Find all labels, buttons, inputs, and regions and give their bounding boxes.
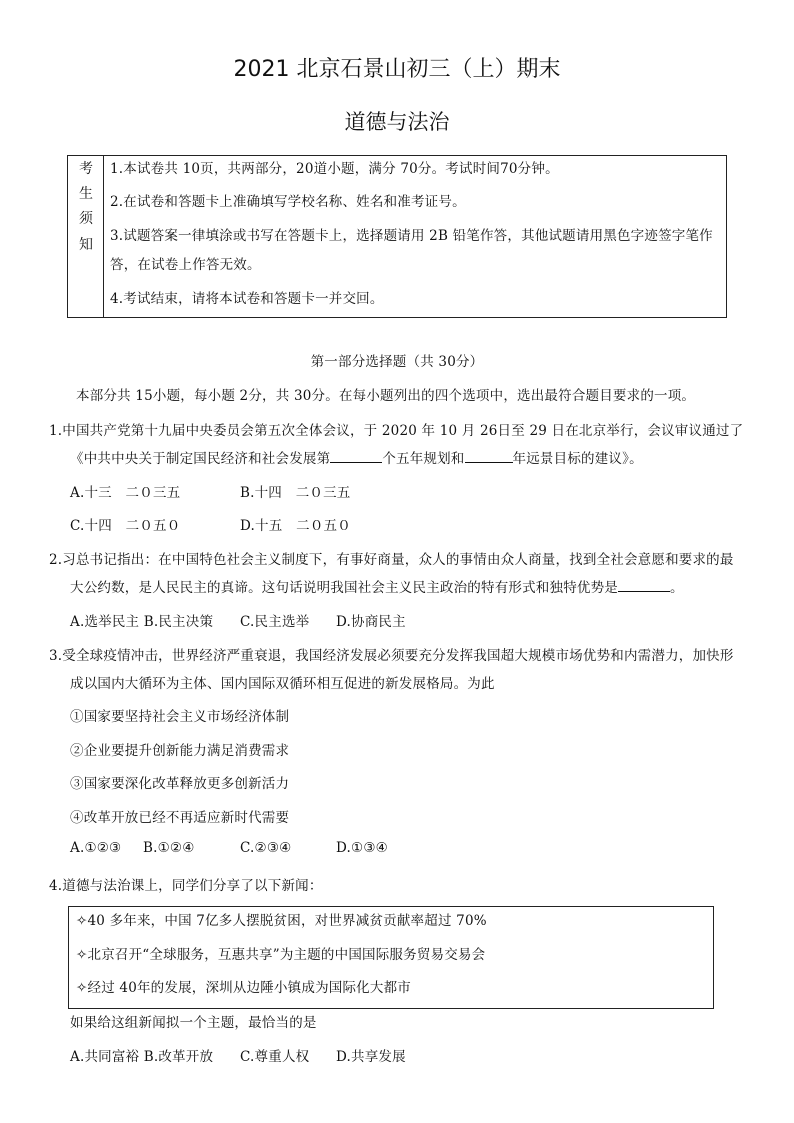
q2-option-c: C.民主选举 (240, 614, 310, 630)
news-item: ✧经过 40年的发展，深圳从边陲小镇成为国际化大都市 (76, 980, 411, 996)
notice-side-char: 知 (79, 237, 93, 253)
news-item: ✧40 多年来，中国 7亿多人摆脱贫困，对世界减贫贡献率超过 70% (76, 913, 487, 929)
answer-blank (618, 578, 670, 592)
q1-option-b: B.十四 二０三五 (240, 485, 351, 501)
notice-side-label (68, 156, 104, 317)
q4-option-d: D.共享发展 (336, 1049, 406, 1065)
answer-blank (330, 449, 382, 463)
notice-item: 4.考试结束，请将本试卷和答题卡一并交回。 (110, 291, 384, 307)
q2-option-ab: A.选举民主 B.民主决策 (70, 614, 214, 630)
q2-text-end: 。 (670, 580, 684, 596)
q4-option-ab: A.共同富裕 B.改革开放 (70, 1049, 214, 1065)
q2-stem: 2.习总书记指出：在中国特色社会主义制度下，有事好商量，众人的事情由众人商量，找到全社会意愿和要求的最 (49, 552, 734, 568)
q2-option-d: D.协商民主 (336, 614, 406, 630)
answer-blank (465, 449, 513, 463)
q4-stem: 4.道德与法治课上，同学们分享了以下新闻： (49, 878, 323, 894)
q1-option-c: C.十四 二０五０ (70, 518, 181, 534)
page-title: 2021 北京石景山初三（上）期末 (233, 57, 561, 82)
q2-stem-line2 (70, 576, 684, 596)
notice-item: 答，在试卷上作答无效。 (110, 257, 261, 273)
notice-side-char: 须 (79, 211, 93, 227)
part1-heading: 第一部分选择题（共 30分） (310, 354, 484, 370)
q3-stem-line2: 成以国内大循环为主体、国内国际双循环相互促进的新发展格局。为此 (70, 676, 495, 692)
q1-text-c: 年远景目标的建议》。 (512, 451, 643, 467)
subject-title: 道德与法治 (344, 110, 450, 134)
q3-option-a: A.①②③ (70, 840, 122, 856)
q3-option-b: B.①②④ (143, 840, 195, 856)
notice-item: 3.试题答案一律填涂或书写在答题卡上，选择题请用 2B 铅笔作答，其他试题请用黑色字迹签字笔作 (110, 228, 713, 244)
q3-statement: ③国家要深化改革释放更多创新活力 (70, 776, 290, 792)
q1-option-d: D.十五 二０五０ (240, 518, 351, 534)
notice-side-char: 生 (79, 186, 93, 202)
news-item: ✧北京召开“全球服务，互惠共享”为主题的中国国际服务贸易交易会 (76, 947, 486, 963)
notice-item: 1.本试卷共 10页，共两部分，20道小题，满分 70分。考试时间70分钟。 (110, 161, 559, 177)
q1-stem-line2 (70, 447, 643, 467)
q1-text-a: 《中共中央关于制定国民经济和社会发展第 (70, 451, 331, 467)
notice-side-char: 考 (79, 161, 93, 177)
q4-question: 如果给这组新闻拟一个主题，最恰当的是 (70, 1015, 317, 1031)
q3-option-c: C.②③④ (240, 840, 292, 856)
notice-item: 2.在试卷和答题卡上准确填写学校名称、姓名和准考证号。 (110, 194, 466, 210)
q1-stem: 1.中国共产党第十九届中央委员会第五次全体会议，于 2020 年 10 月 26日至 29 日在北京举行，会议审议通过了 (49, 423, 744, 439)
q3-statement: ①国家要坚持社会主义市场经济体制 (70, 709, 290, 725)
q3-stem: 3.受全球疫情冲击，世界经济严重衰退，我国经济发展必须要充分发挥我国超大规模市场优势和内需潜力，加快形 (49, 648, 734, 664)
q3-statement: ②企业要提升创新能力满足消费需求 (70, 743, 290, 759)
q1-text-b: 个五年规划和 (382, 451, 465, 467)
q4-option-c: C.尊重人权 (240, 1049, 310, 1065)
q3-statement: ④改革开放已经不再适应新时代需要 (70, 810, 290, 826)
q1-option-a: A.十三 二０三五 (70, 485, 181, 501)
part1-instruction: 本部分共 15小题，每小题 2分，共 30分。在每小题列出的四个选项中，选出最符合题目要求的一项。 (76, 388, 696, 404)
q3-option-d: D.①③④ (336, 840, 388, 856)
q2-text: 大公约数，是人民民主的真谛。这句话说明我国社会主义民主政治的特有形式和独特优势是 (70, 580, 618, 596)
